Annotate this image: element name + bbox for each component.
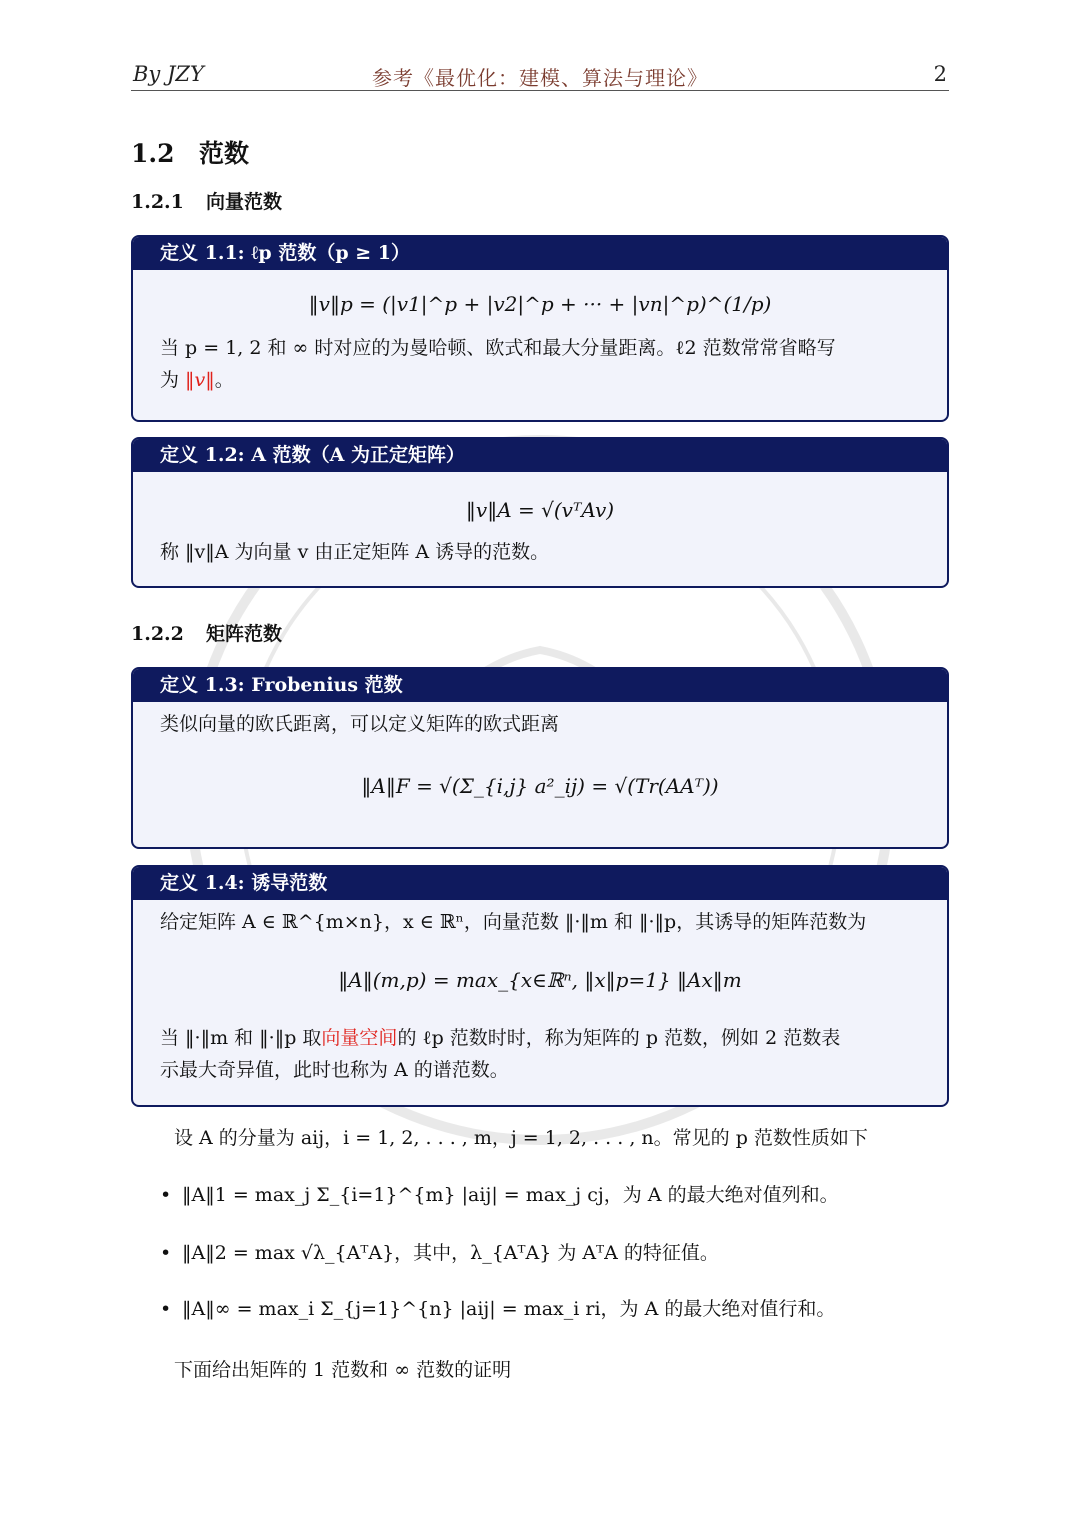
definition-box	[131, 437, 949, 588]
equation: ‖v‖p = (|v1|^p + |v2|^p + ··· + |vn|^p)^(1/p)	[308, 292, 772, 316]
definition-title: 定义 1.2: A 范数（A 为正定矩阵）	[133, 439, 947, 472]
list-item	[160, 1238, 719, 1265]
subsection-heading	[131, 187, 282, 214]
equation: ‖v‖A = √(vᵀAv)	[465, 498, 615, 522]
subsection-title: 向量范数	[206, 191, 283, 213]
highlighted-term: 向量空间	[321, 1027, 398, 1049]
bullet-icon: •	[160, 1298, 172, 1320]
bullet-icon: •	[160, 1242, 172, 1264]
list-item-text: ‖A‖∞ = max_i Σ_{j=1}^{n} |aij| = max_i ri，为 A 的最大绝对值行和。	[182, 1298, 836, 1320]
intro-paragraph: 设 A 的分量为 aij，i = 1, 2, . . . , m，j = 1, 2, . . . , n。常见的 p 范数性质如下	[174, 1127, 868, 1149]
subsection-number: 1.2.2	[131, 623, 184, 645]
definition-text: 给定矩阵 A ∈ ℝ^{m×n}，x ∈ ℝⁿ，向量范数 ‖·‖m 和 ‖·‖p，其诱导的矩阵范数为	[160, 911, 867, 933]
equation: ‖A‖F = √(Σ_{i,j} a²_ij) = √(Tr(AAᵀ))	[361, 774, 719, 798]
definition-title: 定义 1.4: 诱导范数	[133, 867, 947, 900]
definition-title: 定义 1.3: Frobenius 范数	[133, 669, 947, 702]
equation: ‖A‖(m,p) = max_{x∈ℝⁿ, ‖x‖p=1} ‖Ax‖m	[338, 968, 742, 992]
section-heading	[131, 134, 249, 170]
header-reference: 参考《最优化：建模、算法与理论》	[372, 66, 708, 90]
definition-text: 称 ‖v‖A 为向量 v 由正定矩阵 A 诱导的范数。	[160, 541, 550, 563]
definition-text: 当 p = 1, 2 和 ∞ 时对应的为曼哈顿、欧式和最大分量距离。ℓ2 范数常常省略写	[160, 337, 836, 359]
definition-text-line2: 为 ‖v‖。	[160, 369, 234, 391]
list-item-text: ‖A‖1 = max_j Σ_{i=1}^{m} |aij| = max_j cj，为 A 的最大绝对值列和。	[182, 1184, 839, 1206]
list-item-text: ‖A‖2 = max √λ_{AᵀA}，其中，λ_{AᵀA} 为 AᵀA 的特征值。	[182, 1242, 719, 1264]
definition-box	[131, 865, 949, 1107]
bullet-icon: •	[160, 1184, 172, 1206]
definition-box	[131, 667, 949, 849]
list-item	[160, 1180, 839, 1207]
highlighted-term: ‖v‖	[185, 369, 215, 391]
section-number: 1.2	[131, 139, 175, 168]
definition-text-line2: 当 ‖·‖m 和 ‖·‖p 取向量空间的 ℓp 范数时时，称为矩阵的 p 范数，例如 2 范数表	[160, 1027, 841, 1049]
page-number: 2	[933, 62, 947, 86]
subsection-title: 矩阵范数	[206, 623, 283, 645]
section-title: 范数	[199, 139, 250, 168]
running-header	[131, 60, 949, 91]
definition-text-line3: 示最大奇异值，此时也称为 A 的谱范数。	[160, 1059, 509, 1081]
subsection-number: 1.2.1	[131, 191, 184, 213]
definition-text: 类似向量的欧氏距离，可以定义矩阵的欧式距离	[160, 713, 560, 735]
list-item	[160, 1294, 835, 1321]
definition-box	[131, 235, 949, 422]
definition-title: 定义 1.1: ℓp 范数（p ≥ 1）	[133, 237, 947, 270]
closing-paragraph: 下面给出矩阵的 1 范数和 ∞ 范数的证明	[174, 1359, 512, 1381]
header-author: By JZY	[133, 62, 204, 86]
subsection-heading	[131, 619, 282, 646]
